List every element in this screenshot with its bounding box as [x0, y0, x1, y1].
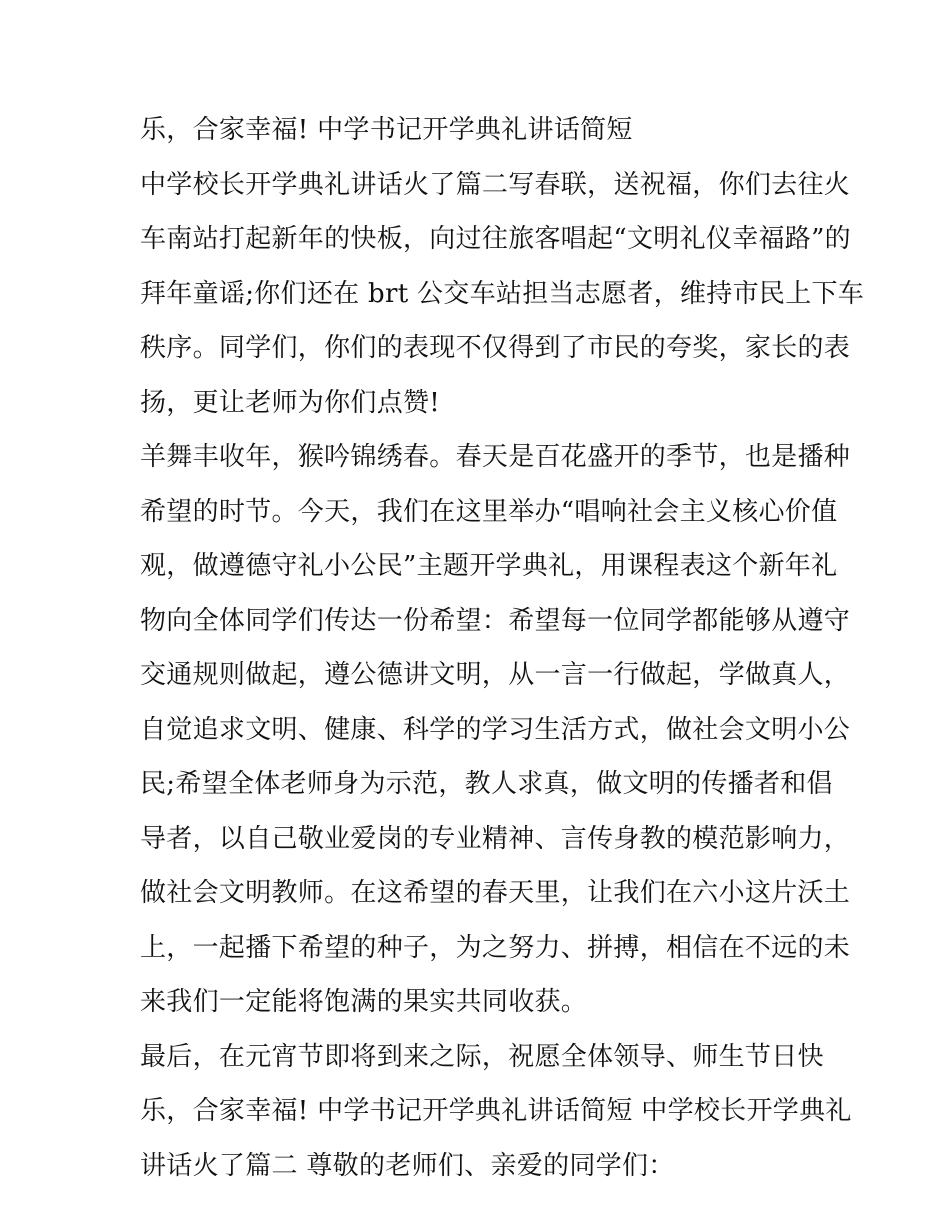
text-line-12: 自觉追求文明、健康、科学的学习生活方式，做社会文明小公: [140, 714, 851, 745]
text-line-16: 上，一起播下希望的种子，为之努力、拼搏，相信在不远的未: [140, 932, 851, 963]
text-line-1: 乐，合家幸福! 中学书记开学典礼讲话简短: [140, 115, 633, 145]
text-line-3: 车南站打起新年的快板，向过往旅客唱起“文明礼仪幸福路”的: [140, 224, 851, 254]
text-line-2: 中学校长开学典礼讲话火了篇二写春联，送祝福，你们去往火: [140, 169, 851, 200]
text-line-20: 讲话火了篇二 尊敬的老师们、亲爱的同学们：: [140, 1150, 675, 1181]
text-line-5: 秩序。同学们，你们的表现不仅得到了市民的夸奖，家长的表: [140, 333, 851, 363]
text-line-7: 羊舞丰收年，猴吟锦绣春。春天是百花盛开的季节，也是播种: [140, 442, 851, 472]
text-line-15: 做社会文明教师。在这希望的春天里，让我们在六小这片沃土: [140, 878, 851, 908]
text-line-9: 观，做遵德守礼小公民”主题开学典礼，用课程表这个新年礼: [140, 551, 838, 581]
text-line-17: 来我们一定能将饱满的果实共同收获。: [140, 987, 588, 1017]
text-line-11: 交通规则做起，遵公德讲文明，从一言一行做起，学做真人，: [140, 660, 851, 690]
text-line-19: 乐，合家幸福! 中学书记开学典礼讲话简短 中学校长开学典礼: [140, 1096, 852, 1126]
text-line-4: 拜年童谣;你们还在 brt 公交车站担当志愿者，维持市民上下车: [140, 278, 865, 309]
text-line-18: 最后，在元宵节即将到来之际，祝愿全体领导、师生节日快: [140, 1041, 824, 1072]
text-line-10: 物向全体同学们传达一份希望：希望每一位同学都能够从遵守: [140, 605, 851, 636]
document-body: [140, 110, 865, 1200]
text-line-6: 扬，更让老师为你们点赞!: [140, 387, 441, 418]
text-line-13: 民;希望全体老师身为示范，教人求真，做文明的传播者和倡: [140, 769, 833, 799]
text-line-8: 希望的时节。今天，我们在这里举办“唱响社会主义核心价值: [140, 496, 838, 527]
text-line-14: 导者，以自己敬业爱岗的专业精神、言传身教的模范影响力，: [140, 823, 851, 854]
